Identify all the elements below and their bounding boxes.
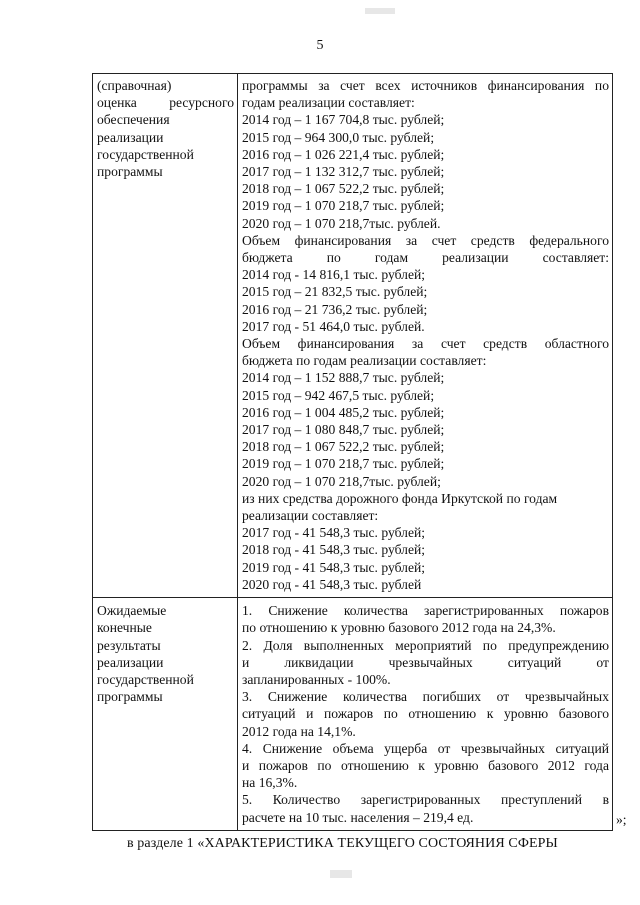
funding-line: Объем финансирования за счет средств федерального: [242, 232, 609, 248]
funding-line: 2019 год – 1 070 218,7 тыс. рублей;: [242, 198, 445, 214]
result-line: 1. Снижение количества зарегистрированных пожаров: [242, 603, 609, 619]
results-label-line: конечные: [97, 620, 152, 636]
funding-line: 2018 год – 1 067 522,2 тыс. рублей;: [242, 439, 445, 455]
funding-line: 2016 год – 1 026 221,4 тыс. рублей;: [242, 146, 445, 162]
closing-quote-mark: »;: [616, 812, 627, 827]
result-line: 4. Снижение объема ущерба от чрезвычайных ситуаций: [242, 740, 609, 756]
funding-line: 2016 год – 1 004 485,2 тыс. рублей;: [242, 404, 445, 420]
funding-line: 2017 год - 41 548,3 тыс. рублей;: [242, 525, 426, 541]
funding-line: 2018 год – 1 067 522,2 тыс. рублей;: [242, 181, 445, 197]
funding-line: 2015 год – 21 832,5 тыс. рублей;: [242, 284, 428, 300]
funding-line: 2018 год - 41 548,3 тыс. рублей;: [242, 542, 426, 558]
scan-noise: [330, 870, 352, 878]
funding-line: 2016 год – 21 736,2 тыс. рублей;: [242, 301, 428, 317]
results-label-line: реализации: [97, 654, 164, 670]
funding-content-cell: [238, 74, 613, 598]
results-row: [93, 598, 613, 831]
result-line: 2012 года на 14,1%.: [242, 723, 356, 739]
funding-label-line: (справочная): [97, 78, 172, 93]
funding-line: 2019 год – 1 070 218,7 тыс. рублей;: [242, 456, 445, 472]
page-number: 5: [316, 38, 324, 53]
results-label-cell: [93, 598, 238, 831]
section-amendment-text: в разделе 1 «ХАРАКТЕРИСТИКА ТЕКУЩЕГО СОСТОЯНИЯ СФЕРЫ: [127, 836, 558, 851]
funding-line: 2015 год – 942 467,5 тыс. рублей;: [242, 387, 435, 403]
funding-row: [93, 74, 613, 598]
funding-label-line: государственной: [97, 146, 194, 162]
result-line: запланированных - 100%.: [242, 671, 391, 687]
result-line: 3. Снижение количества погибших от чрезвычайных: [242, 689, 609, 705]
results-label-line: Ожидаемые: [97, 603, 167, 619]
funding-line: 2017 год - 51 464,0 тыс. рублей.: [242, 318, 425, 334]
funding-label-line: обеспечения: [97, 112, 170, 128]
results-label-line: государственной: [97, 671, 194, 687]
funding-line: 2014 год - 14 816,1 тыс. рублей;: [242, 267, 426, 283]
funding-line: 2019 год - 41 548,3 тыс. рублей;: [242, 559, 426, 575]
result-line: расчете на 10 тыс. населения – 219,4 ед.: [242, 809, 474, 825]
results-label-line: программы: [97, 689, 163, 705]
funding-label-line: реализации: [97, 129, 164, 145]
result-line: по отношению к уровню базового 2012 года на 24,3%.: [242, 620, 556, 636]
scan-noise: [365, 8, 395, 14]
funding-line: 2014 год – 1 152 888,7 тыс. рублей;: [242, 370, 445, 386]
funding-line: 2020 год - 41 548,3 тыс. рублей: [242, 576, 422, 592]
result-line: и ликвидации чрезвычайных ситуаций от: [242, 654, 609, 670]
results-label-line: результаты: [97, 637, 161, 653]
funding-line: 2017 год – 1 132 312,7 тыс. рублей;: [242, 164, 445, 180]
funding-line: 2014 год – 1 167 704,8 тыс. рублей;: [242, 112, 445, 128]
funding-line: 2020 год – 1 070 218,7тыс. рублей.: [242, 215, 441, 231]
result-line: ситуаций и пожаров по отношению к уровню базового: [242, 706, 609, 722]
passport-table: [92, 73, 613, 831]
funding-line: 2020 год – 1 070 218,7тыс. рублей;: [242, 473, 441, 489]
funding-line: бюджета по годам реализации составляет:: [242, 250, 609, 266]
funding-line: из них средства дорожного фонда Иркутской по годам: [242, 490, 558, 506]
funding-label-line: оценка ресурсного: [97, 95, 234, 111]
funding-line: программы за счет всех источников финансирования по: [242, 78, 609, 93]
results-content-cell: [238, 598, 613, 831]
funding-line: 2015 год – 964 300,0 тыс. рублей;: [242, 129, 435, 145]
funding-label-cell: [93, 74, 238, 598]
funding-line: Объем финансирования за счет средств областного: [242, 336, 609, 352]
funding-line: годам реализации составляет:: [242, 95, 415, 111]
result-line: 5. Количество зарегистрированных преступлений в: [242, 792, 609, 808]
funding-label-line: программы: [97, 164, 163, 180]
funding-line: бюджета по годам реализации составляет:: [242, 353, 487, 369]
funding-line: реализации составляет:: [242, 508, 379, 524]
funding-line: 2017 год – 1 080 848,7 тыс. рублей;: [242, 422, 445, 438]
result-line: на 16,3%.: [242, 775, 298, 791]
result-line: 2. Доля выполненных мероприятий по предупреждению: [242, 637, 609, 653]
result-line: и пожаров по отношению к уровню базового 2012 года: [242, 757, 609, 773]
